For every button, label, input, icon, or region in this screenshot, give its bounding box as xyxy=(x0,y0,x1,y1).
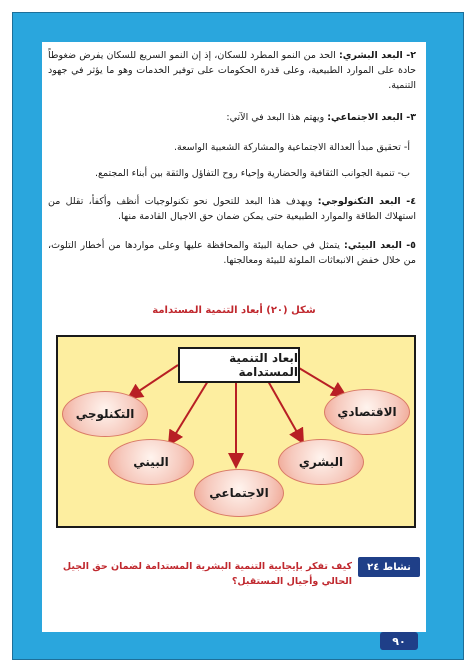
paragraph-text: أ- تحقيق مبدأ العدالة الاجتماعية والمشاركة الشعبية الواسعة. xyxy=(173,142,410,153)
paragraph-technological-dimension xyxy=(48,194,416,224)
activity-box xyxy=(48,557,420,601)
paragraph-term: ٤- البعد التكنولوجي: xyxy=(317,196,416,207)
paragraph-social-point-b xyxy=(48,166,410,181)
arrow-to-economic xyxy=(294,365,344,395)
paragraph-environmental-dimension xyxy=(48,238,416,268)
node-environmental: البيني xyxy=(108,439,194,485)
center-concept-box: ابعاد التنمية المستدامة xyxy=(178,347,300,383)
page-number: ٩٠ xyxy=(380,632,418,650)
node-economic: الاقتصادي xyxy=(324,389,410,435)
paragraph-human-dimension xyxy=(48,48,416,93)
paragraph-text: ويهدف هذا البعد للتحول نحو تكنولوجيات أنظف وأكفأ، تقلل من استهلاك الطاقة والموارد الطبيعية حتى يمكن ضمان حق الاجيال القادمة منها. xyxy=(48,196,416,222)
paragraph-text: ويهتم هذا البعد في الآتي: xyxy=(226,112,328,123)
arrow-to-technological xyxy=(130,365,178,397)
figure-caption: شكل (٢٠) أبعاد التنمية المستدامة xyxy=(152,305,316,316)
paragraph-text: يتمثل في حماية البيئة والمحافظة عليها وعلى مواردها من أخطار التلوث، من خلال خفض الانبعاثات الملوثة للبيئة ومعالجتها. xyxy=(48,240,416,266)
node-technological: التكنلوجي xyxy=(62,391,148,437)
book-page xyxy=(42,42,426,632)
activity-question: كيف تفكر بإيجابية التنمية البشرية المستدامة لضمان حق الجيل الحالي وأجيال المستقبل؟ xyxy=(62,561,352,587)
activity-label: نشاط ٢٤ xyxy=(358,557,420,577)
paragraph-text: الحد من النمو المطرد للسكان، إذ إن النمو السريع للسكان يفرض ضغوطاً حادة على الموارد الطبيعية، وعلى قدرة الحكومات على توفير الخدمات وهو ما يؤثر في جهود التنمية. xyxy=(48,50,416,91)
paragraph-term: ٥- البعد البيئي: xyxy=(344,240,416,251)
paragraph-term: ٢- البعد البشري: xyxy=(338,50,416,61)
node-human: البشري xyxy=(278,439,364,485)
arrow-to-environmental xyxy=(170,381,208,443)
sustainability-dimensions-diagram xyxy=(56,335,416,528)
paragraph-social-dimension xyxy=(48,110,416,125)
arrow-to-human xyxy=(268,381,302,441)
paragraph-social-point-a xyxy=(48,140,410,155)
node-social: الاجتماعي xyxy=(194,469,284,517)
paragraph-text: ب- تنمية الجوانب الثقافية والحضارية وإحياء روح التفاؤل والثقة بين أبناء المجتمع. xyxy=(94,168,410,179)
paragraph-term: ٣- البعد الاجتماعي: xyxy=(327,112,416,123)
